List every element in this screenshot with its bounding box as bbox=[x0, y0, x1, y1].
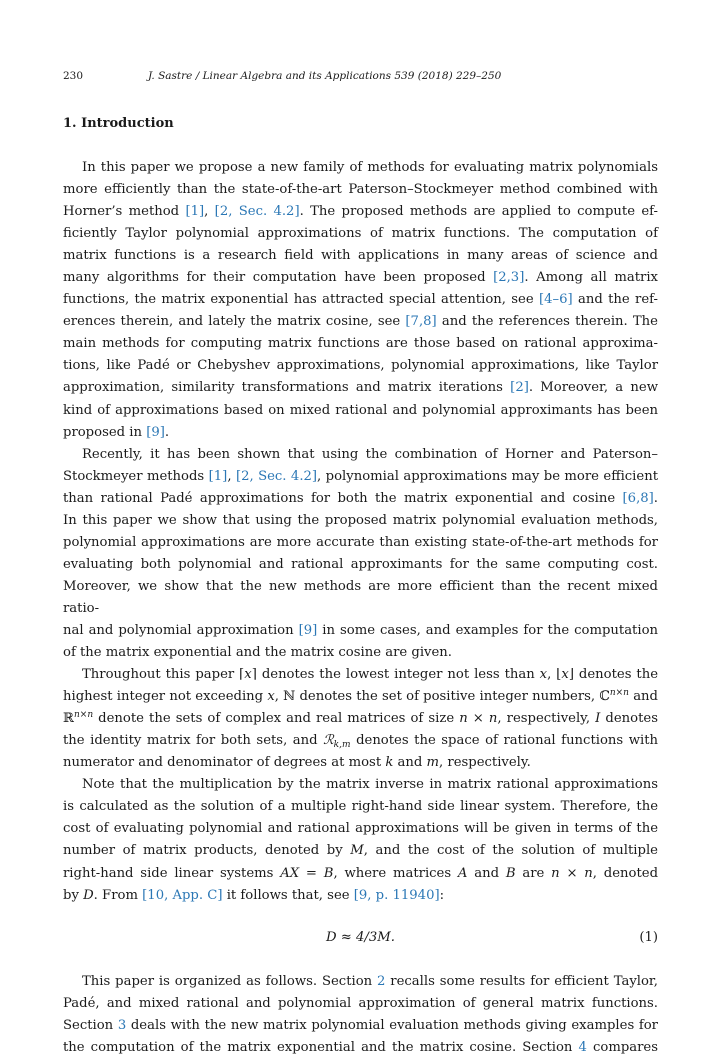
paragraph: Throughout this paper ⌈x⌉ denotes the lowest integer not less than x, ⌊x⌋ denotes the highest integer not exceeding x, ℕ denotes the set of positive integer numbers, ℂ$^{n\times n}$ and ℝ$^{n\times n}$ denote the sets of complex and real matrices of size n × n, respectively, I denotes the identity matrix for both sets, and ℛ$_{k,m}$ denotes the space of rational functions with numerator and denominator of degrees at most k and m, respectively. bbox=[63, 667, 659, 771]
citation-link[interactable]: [4–6] bbox=[538, 292, 573, 308]
section-number: 1. bbox=[63, 116, 77, 131]
citation-link[interactable]: [2, Sec. 4.2] bbox=[214, 204, 300, 220]
section-link[interactable]: 2 bbox=[377, 973, 386, 989]
equation-1 bbox=[63, 907, 658, 971]
paragraph: In this paper we propose a new family of methods for evaluating matrix polynomials more efficiently than the state-of-the-art Paterson–Stockmeyer method combined with Horner’s method [1], [2, Sec. 4.2]. The proposed methods are applied to compute ef- ficiently Taylor polynomial approximations of matrix functions. The computation of matrix functions is a research field with applications in many areas of science and many algorithms for their computation have been proposed [2,3]. Among all matrix functions, the matrix exponential has attracted special attention, see [4–6] and the ref- erences therein, and lately the matrix cosine, see [7,8] and the references therein. The main methods for computing matrix functions are those based on rational approxima- tions, like Padé or Chebyshev approximations, polynomial approximations, like Taylor approximation, similarity transformations and matrix iterations [2]. Moreover, a new kind of approximations based on mixed rational and polynomial approximants has been proposed in [9]. bbox=[63, 160, 658, 440]
section-title: Introduction bbox=[81, 116, 174, 131]
section-link[interactable]: 3 bbox=[117, 1017, 127, 1033]
running-header bbox=[63, 70, 658, 86]
equation-number: (1) bbox=[639, 929, 658, 945]
paragraph: Recently, it has been shown that using the combination of Horner and Paterson– Stockmeyer methods [1], [2, Sec. 4.2], polynomial approximations may be more efficient than rational Padé approximations for both the matrix exponential and cosine [6,8]. In this paper we show that using the proposed matrix polynomial evaluation methods, polynomial approximations are more accurate than existing state-of-the-art methods for evaluating both polynomial and rational approximants for the same computing cost. Moreover, we show that the new methods are more efficient than the recent mixed ratio- nal and polynomial approximation [9] in some cases, and examples for the computation of the matrix exponential and the matrix cosine are given. bbox=[63, 446, 659, 661]
citation-link[interactable]: [7,8] bbox=[405, 314, 437, 330]
section-heading bbox=[63, 116, 174, 131]
citation-link[interactable]: [10, App. C] bbox=[142, 887, 223, 903]
running-title: J. Sastre / Linear Algebra and its Applications 539 (2018) 229–250 bbox=[148, 70, 502, 82]
paragraph: Note that the multiplication by the matrix inverse in matrix rational approximations is calculated as the solution of a multiple right-hand side linear system. Therefore, the cost of evaluating polynomial and rational approximations will be given in terms of the number of matrix products, denoted by M, and the cost of the solution of multiple right-hand side linear systems AX = B, where matrices A and B are n × n, denoted by D. From [10, App. C] it follows that, see [9, p. 11940]: bbox=[63, 777, 659, 903]
citation-link[interactable]: [2,3] bbox=[493, 270, 525, 286]
page-number: 230 bbox=[63, 70, 84, 82]
citation-link[interactable]: [9] bbox=[298, 622, 318, 638]
section-link[interactable]: 4 bbox=[578, 1039, 587, 1055]
citation-link[interactable]: [2, Sec. 4.2] bbox=[235, 468, 318, 484]
equation-body: D ≈ 4/3M. bbox=[326, 929, 395, 945]
citation-link[interactable]: [9, p. 11940] bbox=[353, 887, 440, 903]
citation-link[interactable]: [1] bbox=[185, 204, 205, 220]
citation-link[interactable]: [1] bbox=[208, 468, 228, 484]
citation-link[interactable]: [2] bbox=[510, 380, 529, 396]
citation-link[interactable]: [9] bbox=[146, 424, 165, 440]
paragraph: This paper is organized as follows. Section 2 recalls some results for efficient Taylor, Padé, and mixed rational and polynomial approximation of general matrix functions. Section 3 deals with the new matrix polynomial evaluation methods giving examples for the computation of the matrix exponential and the matrix cosine. Section 4 compares bbox=[63, 973, 659, 1055]
body-text bbox=[63, 157, 658, 1059]
citation-link[interactable]: [6,8] bbox=[622, 490, 654, 506]
